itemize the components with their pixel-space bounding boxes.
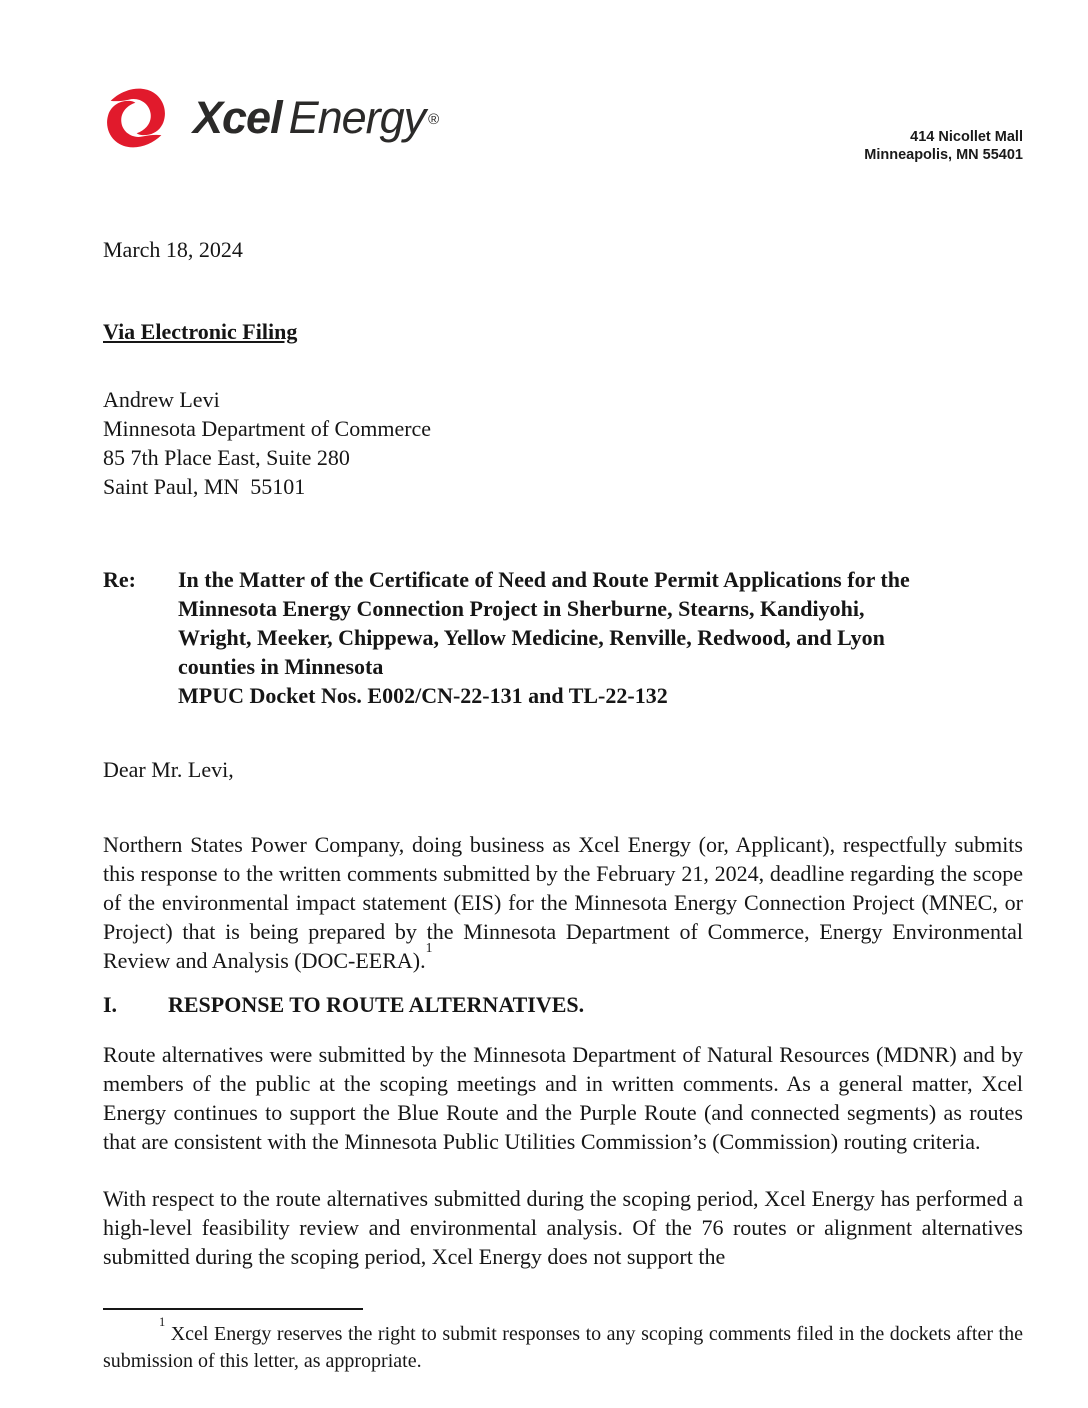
brand-wordmark (193, 91, 440, 143)
re-subject (178, 565, 910, 710)
body-paragraph-1 (103, 830, 1023, 975)
re-block (103, 565, 1023, 710)
section-heading-1 (103, 990, 1023, 1019)
recipient-street: 85 7th Place East, Suite 280 (103, 445, 350, 470)
body-paragraph-3: With respect to the route alternatives submitted during the scoping period, Xcel Energy has performed a high-level feasibility review and environmental analysis. Of the 76 routes or alignment alternatives submitted during the scoping period, Xcel Energy does not support the (103, 1186, 1023, 1269)
footnote-1-text: Xcel Energy reserves the right to submit responses to any scoping comments filed in the dockets after the submission of this letter, as appropriate. (103, 1323, 1023, 1372)
brand-name-bold: Xcel (193, 91, 282, 143)
company-address (864, 128, 1023, 164)
re-docket-line: MPUC Docket Nos. E002/CN-22-131 and TL-22-132 (178, 683, 668, 708)
section-title: RESPONSE TO ROUTE ALTERNATIVES. (168, 992, 585, 1017)
paragraph-1-text: Northern States Power Company, doing business as Xcel Energy (or, Applicant), respectfully submits this response to the written comments submitted by the February 21, 2024, deadline regarding the scope of the environmental impact statement (EIS) for the Minnesota Energy Connection Project (MNEC, or Project) that is being prepared by the Minnesota Department of Commerce, Energy Environmental Review and Analysis (DOC-EERA). (103, 832, 1023, 973)
letterhead (103, 83, 1023, 163)
salutation: Dear Mr. Levi, (103, 757, 234, 782)
footnote-separator (103, 1308, 363, 1310)
recipient-name: Andrew Levi (103, 387, 220, 412)
registered-trademark-symbol: ® (428, 110, 440, 128)
recipient-city-state-zip: Saint Paul, MN 55101 (103, 474, 306, 499)
re-subject-line: counties in Minnesota (178, 654, 384, 679)
delivery-method: Via Electronic Filing (103, 319, 298, 344)
footnote-1-marker: 1 (159, 1314, 166, 1329)
recipient-address (103, 385, 1023, 501)
body-paragraph-2: Route alternatives were submitted by the Minnesota Department of Natural Resources (MDNR) and by members of the public at the scoping meetings and in written comments. As a general matter, Xcel Energy continues to support the Blue Route and the Purple Route (and connected segments) as routes that are consistent with the Minnesota Public Utilities Commission’s (Commission) routing criteria. (103, 1042, 1023, 1154)
recipient-org: Minnesota Department of Commerce (103, 416, 432, 441)
letter-date: March 18, 2024 (103, 237, 243, 262)
company-address-line2: Minneapolis, MN 55401 (864, 147, 1023, 163)
re-subject-line: Wright, Meeker, Chippewa, Yellow Medicine, Renville, Redwood, and Lyon (178, 625, 885, 650)
re-label: Re: (103, 567, 136, 592)
brand-name-light: Energy (288, 91, 426, 143)
footnote-reference-1: 1 (425, 940, 433, 956)
company-address-line1: 414 Nicollet Mall (910, 129, 1023, 145)
section-number: I. (103, 992, 118, 1017)
xcel-logo-swirl-icon (103, 83, 169, 153)
re-subject-line: In the Matter of the Certificate of Need and Route Permit Applications for the (178, 567, 910, 592)
footnote-1 (103, 1314, 1023, 1375)
re-subject-line: Minnesota Energy Connection Project in Sherburne, Stearns, Kandiyohi, (178, 596, 865, 621)
xcel-energy-logo (103, 83, 439, 153)
